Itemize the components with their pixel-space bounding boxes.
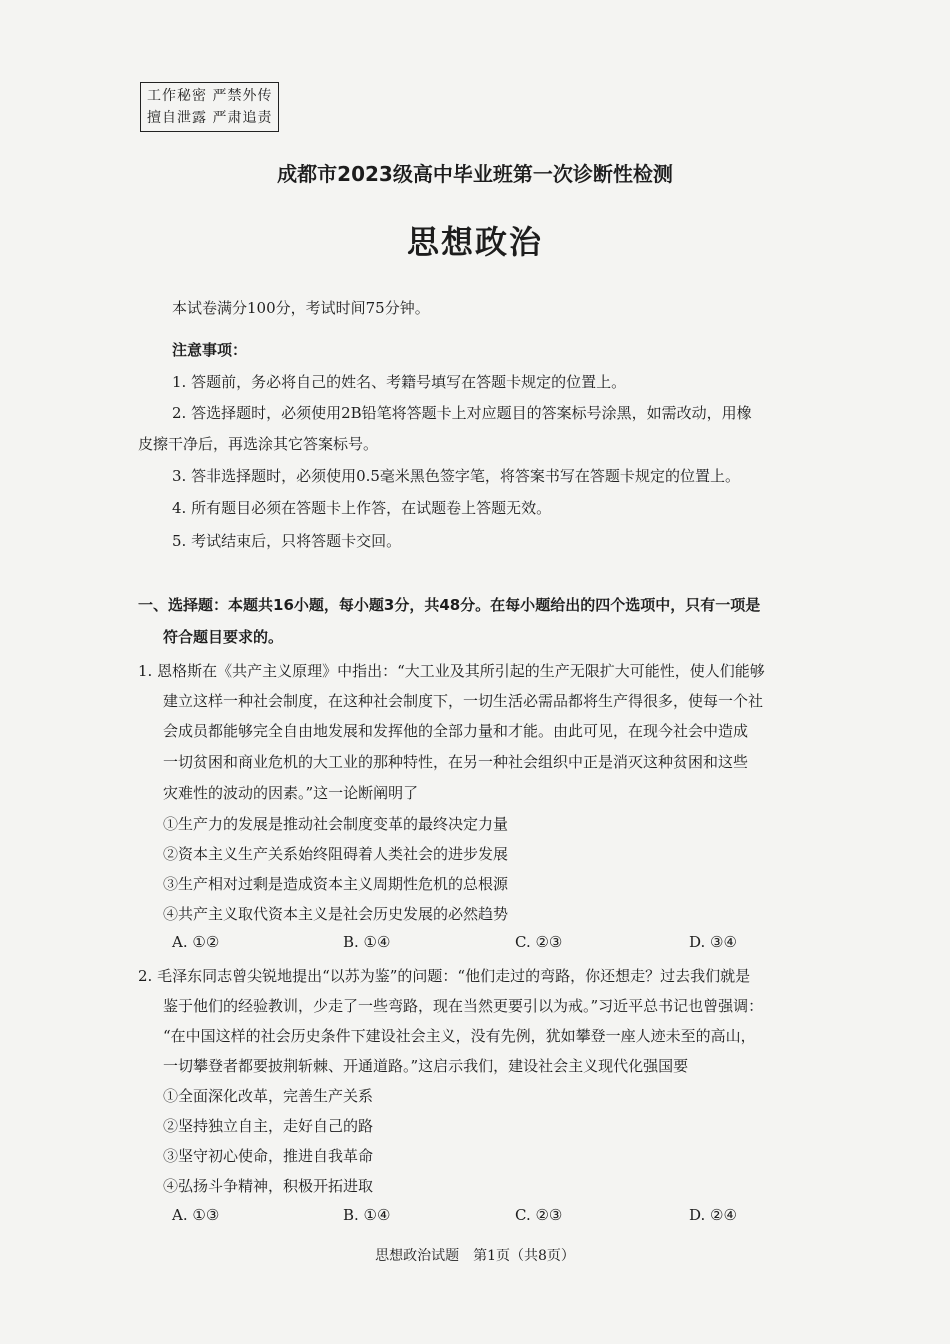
- notice-item: 4. 所有题目必须在答题卡上作答，在试题卷上答题无效。: [172, 499, 552, 517]
- notice-heading: 注意事项：: [172, 341, 248, 359]
- question-1-stem: 一切贫困和商业危机的大工业的那种特性，在另一种社会组织中正是消灭这种贫困和这些: [163, 753, 749, 771]
- page-footer: 思想政治试题 第1页（共8页）: [375, 1248, 575, 1264]
- notice-item-cont: 皮擦干净后，再选涂其它答案标号。: [138, 435, 379, 453]
- question-1-statement: ①生产力的发展是推动社会制度变革的最终决定力量: [163, 815, 509, 833]
- question-1-statement: ②资本主义生产关系始终阻碍着人类社会的进步发展: [163, 845, 509, 863]
- question-1-option-b: B. ①④: [343, 933, 391, 951]
- question-2-stem: 鉴于他们的经验教训，少走了一些弯路，现在当然更要引以为戒。”习近平总书记也曾强调：: [163, 997, 764, 1015]
- intro-text: 本试卷满分100分，考试时间75分钟。: [172, 299, 430, 317]
- question-2-stem: “在中国这样的社会历史条件下建设社会主义，没有先例，犹如攀登一座人迹未至的高山，: [163, 1027, 756, 1045]
- notice-item: 5. 考试结束后，只将答题卡交回。: [172, 532, 402, 550]
- notice-item: 1. 答题前，务必将自己的姓名、考籍号填写在答题卡规定的位置上。: [172, 373, 627, 391]
- notice-item: 2. 答选择题时，必须使用2B铅笔将答题卡上对应题目的答案标号涂黑，如需改动，用橡: [172, 404, 752, 422]
- section-heading-cont: 符合题目要求的。: [163, 628, 284, 646]
- question-2-statement: ④弘扬斗争精神，积极开拓进取: [163, 1177, 374, 1195]
- question-1-stem: 灾难性的波动的因素。”这一论断阐明了: [163, 784, 419, 802]
- question-2-statement: ①全面深化改革，完善生产关系: [163, 1087, 374, 1105]
- subject-title: 思想政治: [406, 223, 543, 261]
- confidential-stamp: [140, 82, 279, 132]
- question-2-stem: 2. 毛泽东同志曾尖锐地提出“以苏为鉴”的问题：“他们走过的弯路，你还想走？过去我们就是: [138, 967, 751, 985]
- question-1-stem: 会成员都能够完全自由地发展和发挥他的全部力量和才能。由此可见，在现今社会中造成: [163, 722, 749, 740]
- question-1-option-a: A. ①②: [172, 933, 220, 951]
- question-2-option-d: D. ②④: [689, 1206, 737, 1224]
- stamp-line-2: 擅自泄露 严肃追责: [147, 110, 273, 126]
- question-2-statement: ②坚持独立自主，走好自己的路: [163, 1117, 374, 1135]
- question-2-stem: 一切攀登者都要披荆斩棘、开通道路。”这启示我们，建设社会主义现代化强国要: [163, 1057, 689, 1075]
- question-1-stem: 建立这样一种社会制度，在这种社会制度下，一切生活必需品都将生产得很多，使每一个社: [163, 692, 764, 710]
- section-heading: 一、选择题：本题共16小题，每小题3分，共48分。在每小题给出的四个选项中，只有一项是: [138, 596, 761, 614]
- question-1-option-c: C. ②③: [515, 933, 563, 951]
- question-1-statement: ③生产相对过剩是造成资本主义周期性危机的总根源: [163, 875, 509, 893]
- question-1-stem: 1. 恩格斯在《共产主义原理》中指出：“大工业及其所引起的生产无限扩大可能性，使人们能够: [138, 662, 765, 680]
- question-2-statement: ③坚守初心使命，推进自我革命: [163, 1147, 374, 1165]
- question-2-option-a: A. ①③: [172, 1206, 220, 1224]
- question-2-option-c: C. ②③: [515, 1206, 563, 1224]
- question-2-option-b: B. ①④: [343, 1206, 391, 1224]
- question-1-statement: ④共产主义取代资本主义是社会历史发展的必然趋势: [163, 905, 509, 923]
- stamp-line-1: 工作秘密 严禁外传: [147, 88, 273, 104]
- exam-title: 成都市2023级高中毕业班第一次诊断性检测: [277, 162, 673, 186]
- notice-item: 3. 答非选择题时，必须使用0.5毫米黑色签字笔，将答案书写在答题卡规定的位置上。: [172, 467, 740, 485]
- question-1-option-d: D. ③④: [689, 933, 737, 951]
